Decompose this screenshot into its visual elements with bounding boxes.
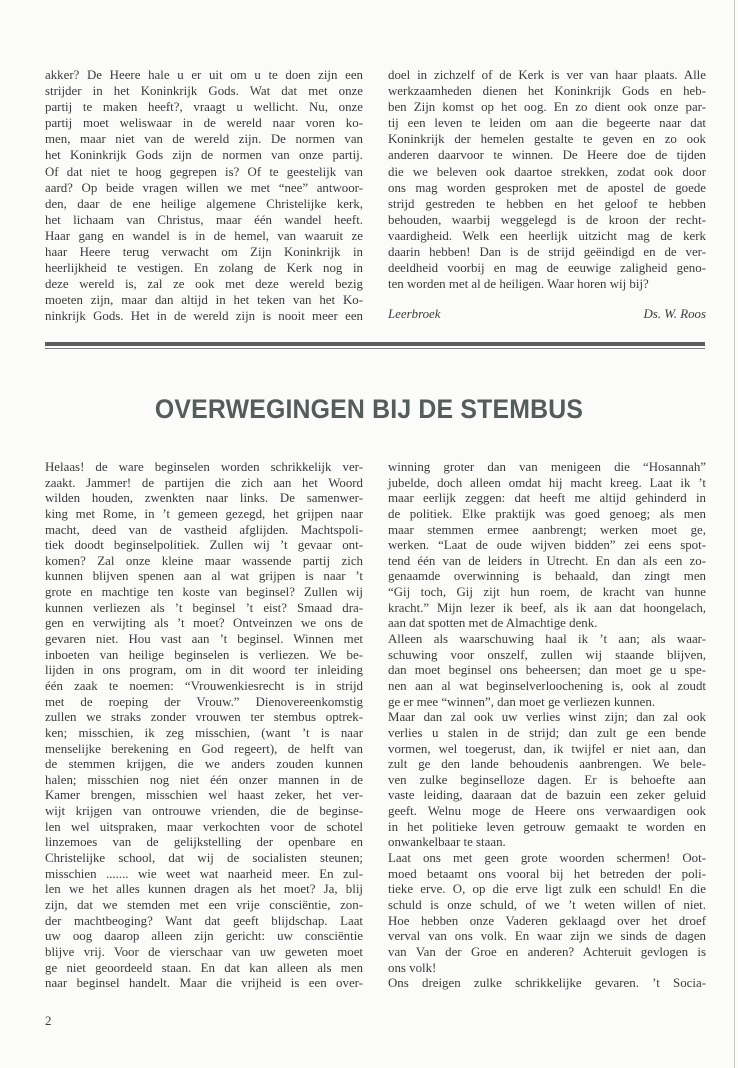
text-line: ons volk! bbox=[388, 960, 437, 975]
text-line: Laat ons met geen grote woorden schermen! Oot- bbox=[388, 851, 706, 866]
text-line: Helaas! de ware beginselen worden schrikkelijk ver- bbox=[45, 460, 363, 474]
text-line: halen; misschien nog niet één onzer mannen in de bbox=[45, 772, 363, 787]
text-line: komen? Zal onze kleine maar wassende partij zich bbox=[45, 553, 363, 568]
text-line: ben Zijn komst op het oog. En zo dient ook onze par- bbox=[388, 100, 706, 115]
text-line: men, maar niet van de wereld zijn. De normen van bbox=[45, 132, 363, 147]
text-line: zullen we straks zonder vrouwen ter stembus optrek- bbox=[45, 710, 363, 725]
text-line: ninkrijk Gods. Het in de wereld zijn is nooit meer een bbox=[45, 309, 363, 324]
top-left-column bbox=[45, 67, 363, 325]
bottom-left-column bbox=[45, 460, 363, 992]
text-line: Kamer brengen, misschien wel haast zeker, het ver- bbox=[45, 788, 363, 803]
text-line: Alleen als waarschuwing haal ik ’t aan; als waar- bbox=[388, 632, 706, 647]
signature bbox=[388, 307, 706, 322]
text-line: het lichaam van Christus, maar één wandel heeft. bbox=[45, 212, 363, 227]
text-line: moeten zijn, maar dan altijd in het teken van het Ko- bbox=[45, 293, 363, 308]
text-line: verlies u stalen in de strijd; dan zult ge een bende bbox=[388, 725, 706, 740]
text-line: Koninkrijk der hemelen gestalte te geven en zo ook bbox=[388, 132, 706, 147]
text-line: kunnen verliezen als ’t beginsel ’t eist? Smaad dra- bbox=[45, 600, 363, 615]
text-line: den, daar de ene heilige algemene Christelijke kerk, bbox=[45, 196, 363, 211]
text-line: zult ge den lande behoudenis aanbrengen. We bele- bbox=[388, 757, 706, 772]
text-line: tend één van de leiders in Utrecht. En dan als een zo- bbox=[388, 553, 706, 568]
page-number: 2 bbox=[45, 1013, 52, 1028]
text-line: één zaak te noemen: “Vrouwenkiesrecht is in strijd bbox=[45, 678, 363, 693]
text-line: vaardigheid. Welk een heerlijk uitzicht mag de kerk bbox=[388, 228, 706, 243]
text-line: aard? Op beide vragen willen we met “nee” antwoor- bbox=[45, 180, 363, 195]
text-line: partij te maken heeft?, vraagt u wellicht. Nu, onze bbox=[45, 100, 363, 115]
text-line: dan moet beginsel ons beheersen; dan moet ge u spe- bbox=[388, 663, 706, 678]
text-line: doel in zichzelf of de Kerk is ver van haar plaats. Alle bbox=[388, 68, 706, 82]
text-line: maar stemmen ermee aanbrengt; werken moet ge, bbox=[388, 522, 706, 537]
text-line: misschien ....... wie weet wat naarheid meer. En zul- bbox=[45, 866, 363, 881]
text-line: Ons dreigen zulke schrikkelijke gevaren. ’t Socia- bbox=[388, 976, 706, 991]
signature-place: Leerbroek bbox=[388, 307, 441, 321]
text-line: ons mag worden gesproken met de apostel de goede bbox=[388, 180, 706, 195]
text-line: het Koninkrijk Gods zijn de normen van onze partij. bbox=[45, 148, 363, 163]
text-line: de politiek. Elke praktijk was goed genoeg; als men bbox=[388, 506, 706, 521]
text-line: Haar gang en wandel is in de hemel, van waaruit ze bbox=[45, 228, 363, 243]
text-line: vormen, wel toegerust, dan, ik twijfel er niet aan, dan bbox=[388, 741, 706, 756]
text-line: der machtbeoging? Want dat geeft blijdschap. Laat bbox=[45, 913, 363, 928]
text-line: inboeten van heilige beginselen is verliezen. We be- bbox=[45, 647, 363, 662]
text-line: tiek doodt beginselpolitiek. Zullen wij ’t gevaar ont- bbox=[45, 538, 363, 553]
text-line: ge er mee “winnen”, dan moet ge verliezen kunnen. bbox=[388, 694, 656, 709]
text-line: macht, deed van de vastheid afglijden. Machtspoli- bbox=[45, 522, 363, 537]
text-line: schuld is onze schuld, of we ’t weten willen of niet. bbox=[388, 897, 706, 912]
text-line: aan dat spotten met de Almachtige denk. bbox=[388, 616, 598, 631]
text-line: werkzaamheden dienen het Koninkrijk Gods en heb- bbox=[388, 84, 706, 99]
text-line: zijn, dat we stemden met een vrije consciëntie, zon- bbox=[45, 897, 363, 912]
text-line: len wel uitspraken, maar verkochten voor de schotel bbox=[45, 819, 363, 834]
text-line: schuwing voor onszelf, zullen wij staande blijven, bbox=[388, 647, 706, 662]
text-line: ge niet geoordeeld staan. En dat kan alleen als men bbox=[45, 960, 363, 975]
text-line: strijd gestreden te hebben en het geloof te hebben bbox=[388, 196, 706, 211]
text-line: Hoe hebben onze Vaderen geklaagd over het droef bbox=[388, 913, 706, 928]
text-line: onwankelbaar te staan. bbox=[388, 835, 506, 850]
text-line: Maar dan zal ook uw verlies winst zijn; dan zal ook bbox=[388, 710, 706, 725]
text-line: haar Heere terug verwacht om Zijn Koninkrijk in bbox=[45, 245, 363, 260]
section-divider bbox=[45, 342, 705, 346]
text-line: genaamde overwinning is behaald, dan zingt men bbox=[388, 569, 706, 584]
text-line: partij moet weliswaar in de wereld naar voren ko- bbox=[45, 116, 363, 131]
text-line: lijden in ons program, om in dit woord ter inleiding bbox=[45, 663, 363, 678]
text-line: heerlijkheid te vestigen. En zolang de Kerk nog in bbox=[45, 261, 363, 276]
text-line: “Gij toch, Gij zijt hun roem, de kracht van hunne bbox=[388, 585, 706, 600]
text-line: deze wereld is, zal ze ook met deze wereld bezig bbox=[45, 277, 363, 292]
text-line: behouden, waarbij weggelegd is de kroon der recht- bbox=[388, 212, 706, 227]
text-line: blijve vrij. Voor de vierschaar van uw geweten moet bbox=[45, 944, 363, 959]
text-line: gevaren niet. Hou vast aan ’t beginsel. Winnen met bbox=[45, 632, 363, 647]
text-line: de stemmen krijgen, die we anders zouden kunnen bbox=[45, 757, 363, 772]
text-line: len we het alles kunnen dragen als het moet? Ja, blij bbox=[45, 882, 363, 897]
top-right-column bbox=[388, 67, 706, 292]
text-line: met de roeping der Vrouw.” Dienovereenkomstig bbox=[45, 694, 363, 709]
page-edge bbox=[734, 0, 735, 1068]
text-line: daarin hebben! Dan is de strijd geëindigd en de ver- bbox=[388, 245, 706, 260]
text-line: kunnen blijven spenen aan al wat grijpen is naar ’t bbox=[45, 569, 363, 584]
text-line: kracht.” Mijn lezer ik beef, als ik aan dat hoongelach, bbox=[388, 600, 706, 615]
text-line: werken. “Laat de oude wijven bidden” zei eens spot- bbox=[388, 538, 706, 553]
text-line: Of dat niet te hoog gegrepen is? Of te geestelijk van bbox=[45, 164, 363, 179]
text-line: wijt krijgen van ontrouwe vrienden, die de beginse- bbox=[45, 804, 363, 819]
text-line: grote en machtige ten koste van beginsel? Zullen wij bbox=[45, 585, 363, 600]
text-line: uw oog daarop alleen zijn gericht: uw consciëntie bbox=[45, 929, 363, 944]
text-line: van Van der Groe en anderen? Achteruit gevlogen is bbox=[388, 944, 706, 959]
bottom-right-column bbox=[388, 460, 706, 992]
text-line: vaste leiding, daaraan dat de bazuin een zeker geluid bbox=[388, 788, 706, 803]
text-line: Christelijke school, dat wij de socialisten steunen; bbox=[45, 851, 363, 866]
text-line: tieke erve. O, op die erve ligt zulk een schuld! En die bbox=[388, 882, 706, 897]
text-line: verval van ons volk. En waar zijn we sinds de dagen bbox=[388, 929, 706, 944]
text-line: ken; misschien, ik zeg misschien, (want ’t is naar bbox=[45, 725, 363, 740]
text-line: naar beginsel handelt. Maar die vrijheid is een over- bbox=[45, 976, 363, 991]
text-line: deeldheid voorbij en mag de eeuwige zaligheid geno- bbox=[388, 261, 706, 276]
text-line: wilden houden, zwenkten naar links. De samenwer- bbox=[45, 491, 363, 506]
text-line: akker? De Heere hale u er uit om u te doen zijn een bbox=[45, 68, 363, 82]
text-line: gen en verwijting als ’t moet? Ontveinzen we ons de bbox=[45, 616, 363, 631]
text-line: nen aan al wat beginselverloochening is, ook al zoudt bbox=[388, 678, 706, 693]
text-line: anderen daarvoor te winnen. De Heere doe de tijden bbox=[388, 148, 706, 163]
text-line: menselijke berekening en God regeert), de helft van bbox=[45, 741, 363, 756]
article-title: OVERWEGINGEN BIJ DE STEMBUS bbox=[154, 394, 584, 424]
text-line: maar eerlijk zeggen: dat heeft me altijd gehinderd in bbox=[388, 491, 706, 506]
text-line: in het politieke leven getrouw gemaakt te worden en bbox=[388, 819, 706, 834]
text-line: jubelde, doch alleen omdat hij macht kreeg. Laat ik ’t bbox=[388, 475, 706, 490]
text-line: geeft. Welnu moge de Heere ons verwaardigen ook bbox=[388, 804, 706, 819]
text-line: zaakt. Jammer! de partijen die zich aan het Woord bbox=[45, 475, 363, 490]
text-line: ten worden met al de heiligen. Waar horen wij bij? bbox=[388, 277, 649, 292]
text-line: king met Rome, in ’t gemeen gezegd, het grijpen naar bbox=[45, 506, 363, 521]
text-line: ven zulke beginselloze dagen. Er is behoefte aan bbox=[388, 772, 706, 787]
text-line: die we beleven ook daartoe strekken, zodat ook door bbox=[388, 164, 706, 179]
text-line: tij een leven te leiden om aan die begeerte naar dat bbox=[388, 116, 706, 131]
text-line: winning groter dan van menigeen die “Hosannah” bbox=[388, 460, 706, 474]
text-line: linzemoes van de gelijkstelling der openbare en bbox=[45, 835, 363, 850]
text-line: moed betaamt ons vooral bij het betreden der poli- bbox=[388, 866, 706, 881]
section-divider-thin bbox=[45, 348, 705, 349]
text-line: strijder in het Koninkrijk Gods. Wat dat met onze bbox=[45, 84, 363, 99]
signature-author: Ds. W. Roos bbox=[643, 307, 706, 321]
